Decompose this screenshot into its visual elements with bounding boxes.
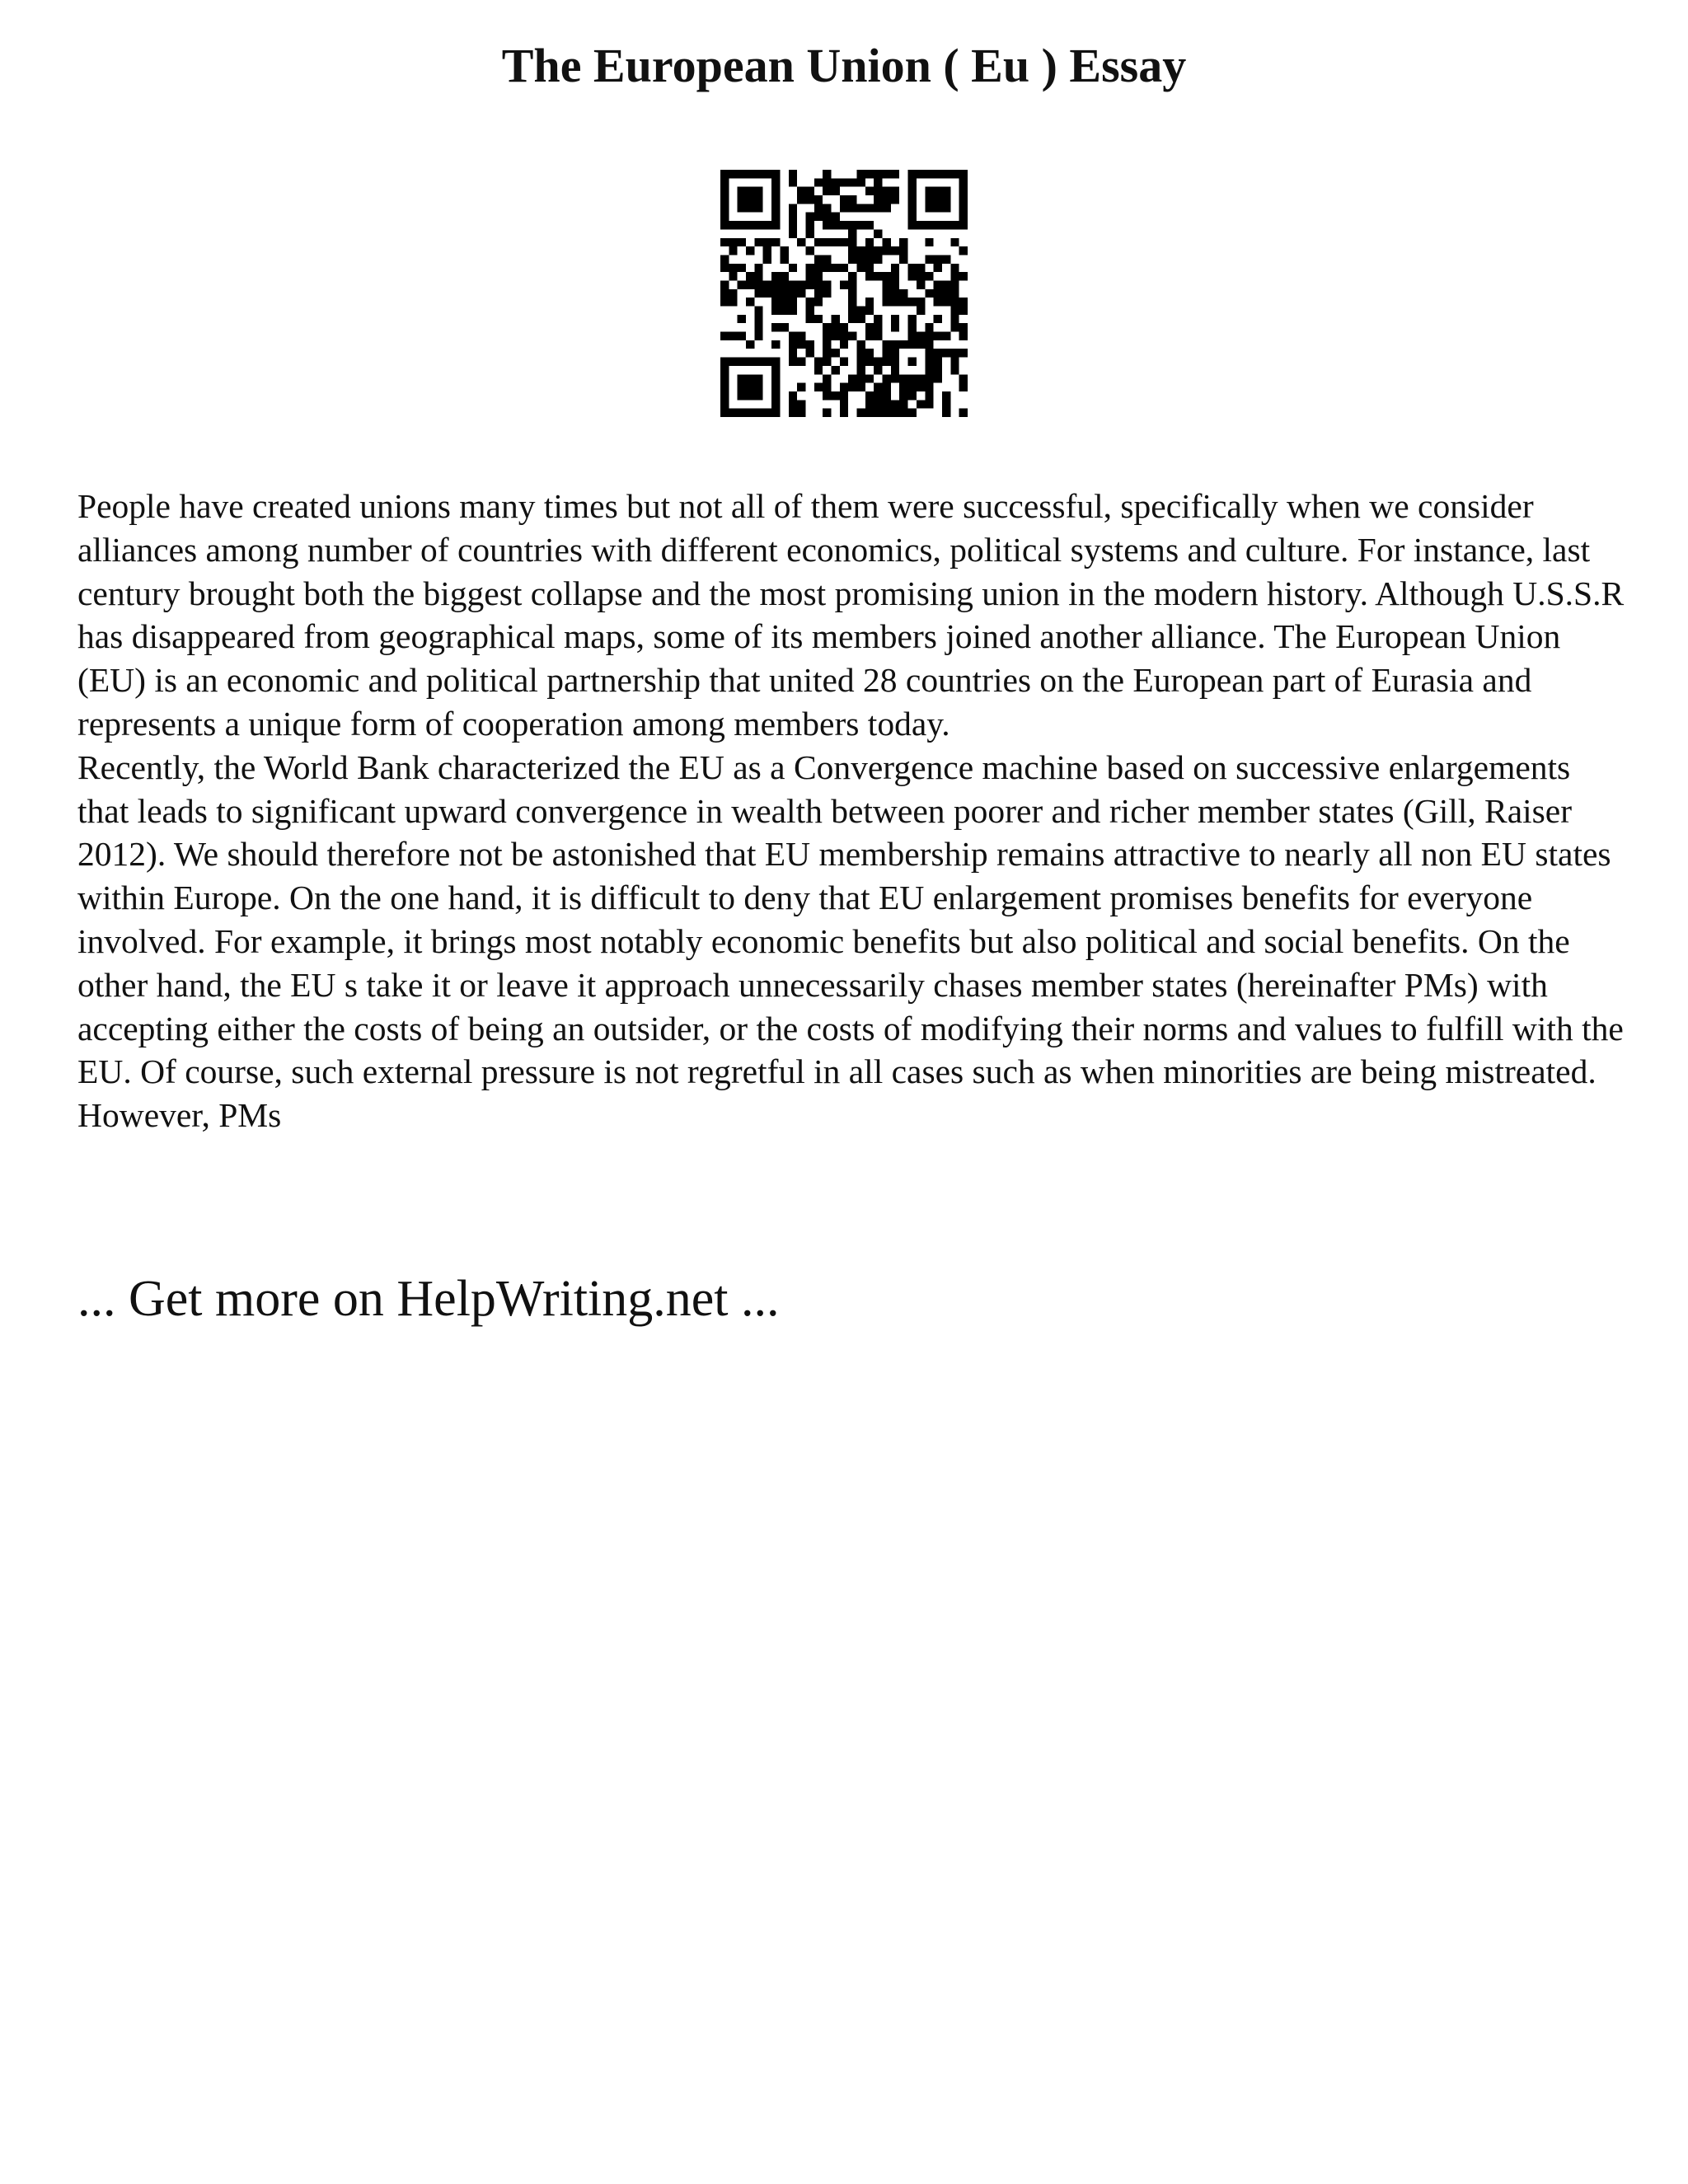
get-more-link[interactable]: ... Get more on HelpWriting.net ... [77,1271,780,1327]
qr-code-icon [720,170,968,417]
essay-paragraph-1: People have created unions many times but not all of them were successful, specifically when we consider alliances among number of countries with different economics, political systems and culture. For instance, last century brought both the biggest collapse and the most promising union in the modern history. Although U.S.S.R has disappeared from geographical maps, some of its members joined another alliance. The European Union (EU) is an economic and political partnership that united 28 countries on the European part of Eurasia and represents a unique form of cooperation among members today. [77,487,1625,743]
essay-body [77,485,1627,1137]
qr-code-graphic [720,170,968,417]
essay-paragraph-2: Recently, the World Bank characterized the EU as a Convergence machine based on successive enlargements that leads to significant upward convergence in wealth between poorer and richer member states (Gill, Raiser 2012). We should therefore not be astonished that EU membership remains attractive to nearly all non EU states within Europe. On the one hand, it is difficult to deny that EU enlargement promises benefits for everyone involved. For example, it brings most notably economic benefits but also political and social benefits. On the other hand, the EU s take it or leave it approach unnecessarily chases member states (hereinafter PMs) with accepting either the costs of being an outsider, or the costs of modifying their norms and values to fulfill with the EU. Of course, such external pressure is not regretful in all cases such as when minorities are being mistreated. However, PMs [77,748,1624,1135]
document-title: The European Union ( Eu ) Essay [501,39,1187,92]
